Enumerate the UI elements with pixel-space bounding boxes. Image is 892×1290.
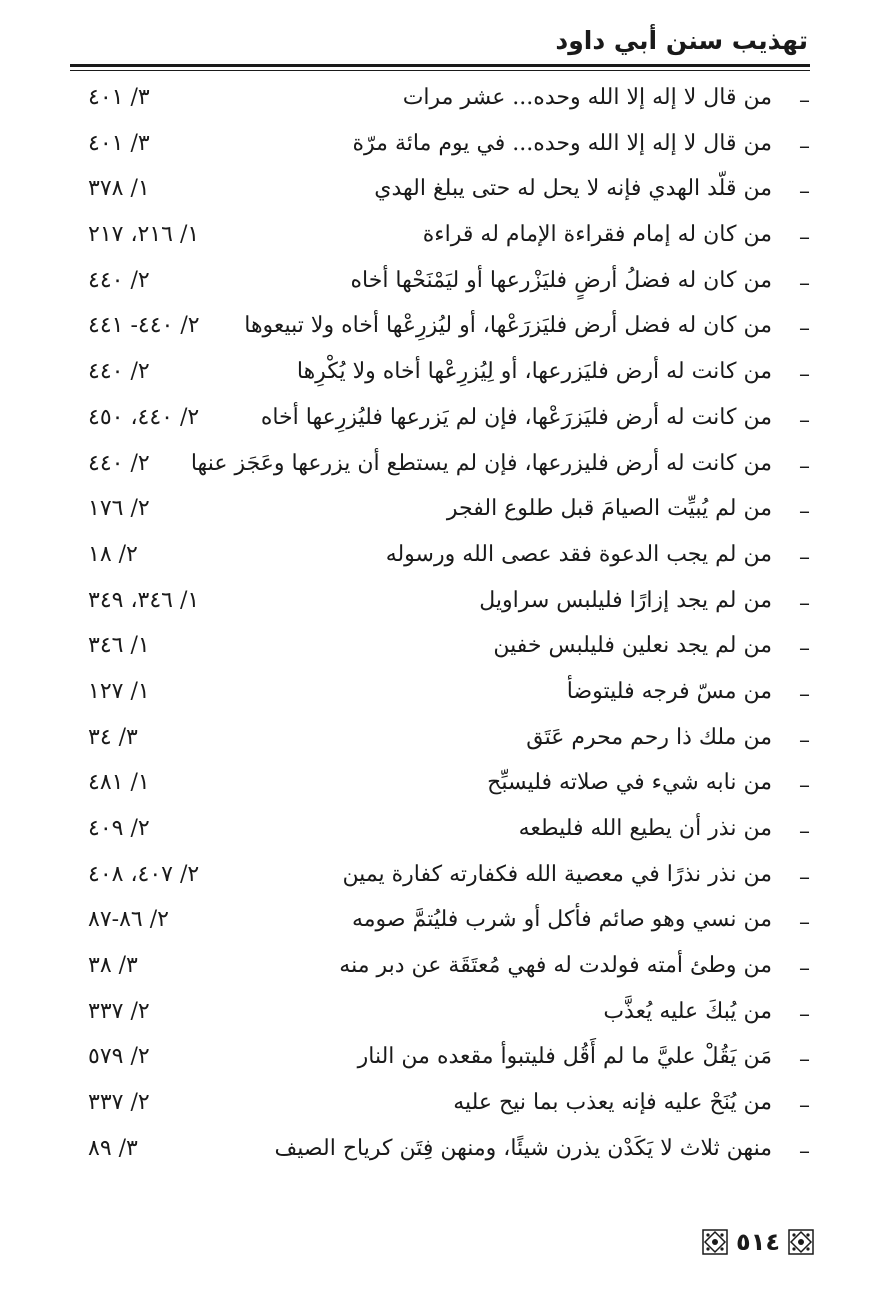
entry-reference: ١/ ٣٧٨: [88, 176, 150, 202]
entry-reference: ١/ ١٢٧: [88, 678, 150, 704]
entry-text: من كان له إمام فقراءة الإمام له قراءة: [422, 222, 772, 248]
index-entry: [88, 718, 810, 764]
index-entry: [88, 1129, 810, 1175]
index-entry: [88, 398, 810, 444]
entry-dash: –: [799, 681, 810, 707]
index-entry: [88, 78, 810, 124]
index-entry: [88, 581, 810, 627]
index-entry: [88, 763, 810, 809]
entry-text: من كانت له أرض فليَزرعها، أو لِيُزرِعْها أخاه ولا يُكْرِها: [296, 359, 772, 385]
index-entry: [88, 992, 810, 1038]
ornament-icon: [788, 1229, 814, 1255]
running-title: تهذيب سنن أبي داود: [555, 26, 808, 55]
entry-text: من نسي وهو صائم فأكل أو شرب فليُتمَّ صومه: [351, 907, 772, 933]
entry-reference: ١/ ٤٨١: [88, 770, 150, 796]
entry-reference: ٢/ ٤٠٧، ٤٠٨: [88, 861, 200, 887]
entry-text: من نذر أن يطيع الله فليطعه: [518, 816, 772, 841]
entry-dash: –: [799, 727, 810, 753]
entry-text: من كان له فضل أرض فليَزرَعْها، أو ليُزرِعْها أخاه ولا تبيعوها: [244, 313, 772, 339]
index-entry: [88, 261, 810, 307]
page-header: [70, 26, 810, 74]
index-entry: [88, 1037, 810, 1083]
entry-text: من لم يجد إزارًا فليلبس سراويل: [479, 587, 772, 613]
header-rule-thick: [70, 64, 810, 67]
entry-reference: ٢/ ٣٣٧: [88, 998, 150, 1024]
index-entry: [88, 306, 810, 352]
index-entry: [88, 124, 810, 170]
entry-reference: ٣/ ٤٠١: [88, 130, 150, 156]
entry-dash: –: [799, 362, 810, 388]
entry-reference: ٢/ ١٨: [88, 541, 138, 567]
entry-text: من لم يجب الدعوة فقد عصى الله ورسوله: [385, 541, 772, 567]
entry-reference: ٢/ ٤٤٠: [88, 359, 150, 385]
entry-dash: –: [799, 910, 810, 936]
entry-dash: –: [799, 407, 810, 433]
entry-text: من كانت له أرض فليزرعها، فإن لم يستطع أن يزرعها وعَجَز عنها: [190, 450, 772, 476]
entry-dash: –: [799, 1138, 810, 1164]
entry-text: من يُبكَ عليه يُعذَّب: [603, 998, 772, 1024]
entry-text: من نابه شيء في صلاته فليسبِّح: [487, 770, 772, 796]
entry-dash: –: [799, 133, 810, 159]
entry-text: من كانت له أرض فليَزرَعْها، فإن لم يَزرعها فليُزرِعها أخاه: [260, 404, 772, 430]
entry-text: مَن يَقُلْ عليَّ ما لم أَقُل فليتبوأ مقعده من النار: [357, 1044, 772, 1070]
entry-reference: ٢/ ٤٠٩: [88, 816, 150, 841]
entry-text: من قال لا إله إلا الله وحده... عشر مرات: [402, 85, 772, 110]
entry-reference: ١/ ٣٤٦: [88, 633, 150, 659]
entry-dash: –: [799, 956, 810, 982]
entry-dash: –: [799, 453, 810, 479]
entry-text: من كان له فضلُ أرضٍ فليَزْرعها أو ليَمْنَحْها أخاه: [350, 267, 772, 293]
entry-dash: –: [799, 225, 810, 251]
entry-reference: ٢/ ٤٤٠- ٤٤١: [88, 313, 200, 339]
entry-reference: ٢/ ٥٧٩: [88, 1044, 150, 1070]
entry-dash: –: [799, 819, 810, 844]
entry-dash: –: [799, 1001, 810, 1027]
index-entry: [88, 946, 810, 992]
entry-text: من ملك ذا رحم محرم عَتَق: [526, 724, 772, 750]
entry-text: من لم يُبيِّت الصيامَ قبل طلوع الفجر: [446, 496, 772, 522]
index-entry: [88, 672, 810, 718]
entry-dash: –: [799, 270, 810, 296]
index-entry: [88, 215, 810, 261]
entry-reference: ٢/ ٤٤٠: [88, 450, 150, 476]
entry-dash: –: [799, 590, 810, 616]
index-entry: [88, 1083, 810, 1129]
entry-text: من قلّد الهدي فإنه لا يحل له حتى يبلغ الهدي: [374, 176, 772, 202]
index-entry: [88, 900, 810, 946]
entry-reference: ٣/ ٤٠١: [88, 85, 150, 110]
page-footer: [702, 1224, 814, 1260]
entry-dash: –: [799, 316, 810, 342]
entry-reference: ٣/ ٨٩: [88, 1135, 138, 1161]
entry-dash: –: [799, 544, 810, 570]
index-entry: [88, 535, 810, 581]
entry-reference: ٢/ ٣٣٧: [88, 1090, 150, 1116]
index-entry: [88, 489, 810, 535]
index-entries: [88, 78, 810, 1175]
entry-text: من وطئ أمته فولدت له فهي مُعتَقَة عن دبر منه: [339, 953, 772, 979]
ornament-icon: [702, 1229, 728, 1255]
entry-text: من نذر نذرًا في معصية الله فكفارته كفارة يمين: [342, 861, 772, 887]
entry-dash: –: [799, 179, 810, 205]
entry-text: من مسّ فرجه فليتوضأ: [566, 678, 772, 704]
entry-reference: ٣/ ٣٤: [88, 724, 138, 750]
entry-text: منهن ثلاث لا يَكَدْن يذرن شيئًا، ومنهن فِتَن كرياح الصيف: [274, 1135, 772, 1161]
index-entry: [88, 809, 810, 855]
entry-dash: –: [799, 636, 810, 662]
entry-text: من لم يجد نعلين فليلبس خفين: [493, 633, 772, 659]
entry-reference: ١/ ٣٤٦، ٣٤٩: [88, 587, 200, 613]
index-entry: [88, 444, 810, 490]
entry-dash: –: [799, 499, 810, 525]
entry-dash: –: [799, 773, 810, 799]
index-entry: [88, 352, 810, 398]
entry-reference: ٢/ ٤٤٠، ٤٥٠: [88, 404, 200, 430]
entry-reference: ٢/ ٤٤٠: [88, 267, 150, 293]
entry-dash: –: [799, 1047, 810, 1073]
entry-reference: ١/ ٢١٦، ٢١٧: [88, 222, 200, 248]
entry-text: من يُنَحْ عليه فإنه يعذب بما نيح عليه: [453, 1090, 772, 1116]
entry-text: من قال لا إله إلا الله وحده... في يوم مائة مرّة: [352, 130, 772, 156]
entry-dash: –: [799, 864, 810, 890]
index-entry: [88, 855, 810, 901]
index-entry: [88, 626, 810, 672]
entry-reference: ٢/ ٨٦-٨٧: [88, 907, 169, 933]
entry-dash: –: [799, 1093, 810, 1119]
index-entry: [88, 169, 810, 215]
entry-reference: ٣/ ٣٨: [88, 953, 138, 979]
header-rule-thin: [70, 70, 810, 71]
page-number: ٥١٤: [736, 1228, 780, 1256]
entry-reference: ٢/ ١٧٦: [88, 496, 150, 522]
entry-dash: –: [799, 88, 810, 113]
